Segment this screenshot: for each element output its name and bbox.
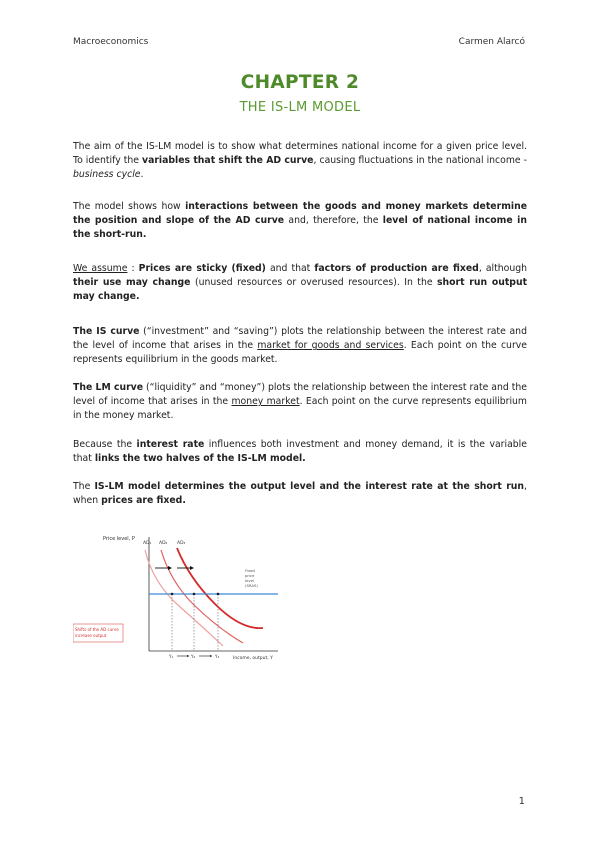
ad-shift-figure [73, 528, 288, 663]
underlined-text: money market [231, 396, 300, 408]
text: (unused resources or overused resources). In the [190, 277, 437, 289]
paragraph-aim [73, 140, 527, 183]
paragraph-assumptions [73, 262, 527, 305]
paragraph-interactions [73, 200, 527, 243]
bold-text: their use may change [73, 277, 191, 289]
chapter-title: CHAPTER 2 [240, 72, 360, 93]
tick-y1: Y₁ [169, 654, 174, 659]
text: , although [478, 263, 528, 274]
shift-arrowhead-2 [190, 566, 194, 570]
ad1-label: AD₁ [143, 541, 152, 546]
side-note-line2: increase output [75, 633, 107, 638]
bold-text: interactions between the goods and money markets determine the position and slope of the AD curve [73, 201, 527, 227]
x-axis-label: Income, output, Y [233, 656, 273, 661]
header-author: Carmen Alarcó [458, 37, 525, 47]
text: and, therefore, the [284, 215, 383, 227]
sras-label-line2: price [245, 573, 255, 578]
underlined-text: market for goods and services [257, 340, 404, 352]
paragraph-is-lm-model [73, 480, 527, 508]
text: (“investment” and “saving”) plots the relationship between the interest rate and the level of income that arises in the [73, 326, 527, 352]
page-number: 1 [518, 796, 525, 807]
ad2-curve [161, 550, 243, 643]
bold-text: factors of production are fixed [314, 263, 479, 274]
text: , when [73, 481, 527, 507]
italic-text: business cycle [73, 169, 141, 181]
text: : [127, 263, 139, 274]
y-axis-label: Price level, P [103, 536, 135, 542]
bold-text: variables that shift the AD curve [142, 155, 314, 167]
text: , causing fluctuations in the national income - [313, 155, 527, 167]
text: . Each point on the curve represents equilibrium in the money market. [73, 396, 527, 422]
header-course-title: Macroeconomics [73, 37, 149, 47]
text: Because the [73, 439, 137, 450]
text: influences both investment and money demand, it is the variable that [73, 439, 527, 465]
chapter-subtitle: THE IS-LM MODEL [239, 100, 361, 115]
sras-label-line4: (SRAS) [245, 583, 258, 588]
underlined-text: We assume [73, 263, 128, 274]
tick-y2: Y₂ [191, 654, 196, 659]
side-note-line1: Shifts of the AD curve [75, 627, 119, 632]
text: and that [265, 263, 315, 274]
text: The aim of the IS-LM model is to show what determines national income for a given price level. To identify the [73, 141, 527, 167]
shift-arrowhead-1 [168, 566, 172, 570]
text: . Each point on the curve represents equilibrium in the goods market. [73, 340, 527, 366]
ad2-label: AD₂ [159, 541, 168, 546]
text: . [140, 169, 144, 181]
paragraph-is-curve [73, 325, 527, 368]
paragraph-interest-rate [73, 438, 527, 466]
paragraph-lm-curve [73, 381, 527, 424]
text: (“liquidity” and “money”) plots the relationship between the interest rate and the level of income that arises in the [73, 382, 528, 408]
bold-text: interest rate [136, 439, 205, 450]
sras-label-line1: Fixed [245, 568, 255, 573]
text: The [73, 481, 95, 492]
bold-text: The IS curve [73, 326, 140, 337]
bold-text: prices are fixed. [101, 495, 186, 507]
sras-label-line3: level [245, 578, 255, 583]
tick-arrowhead-1 [187, 655, 190, 657]
bold-text: links the two halves of the IS-LM model. [94, 453, 306, 465]
bold-text: Prices are sticky (fixed) [138, 263, 266, 274]
ad3-label: AD₃ [177, 541, 186, 546]
tick-y3: Y₃ [215, 654, 220, 659]
bold-text: level of national income in the short-run. [73, 215, 527, 241]
bold-text: IS-LM model determines the output level and the interest rate at the short run [94, 481, 525, 492]
bold-text: short run output may change. [73, 277, 528, 303]
tick-arrowhead-2 [210, 655, 213, 657]
text: The model shows how [73, 201, 186, 212]
bold-text: The LM curve [73, 382, 144, 393]
